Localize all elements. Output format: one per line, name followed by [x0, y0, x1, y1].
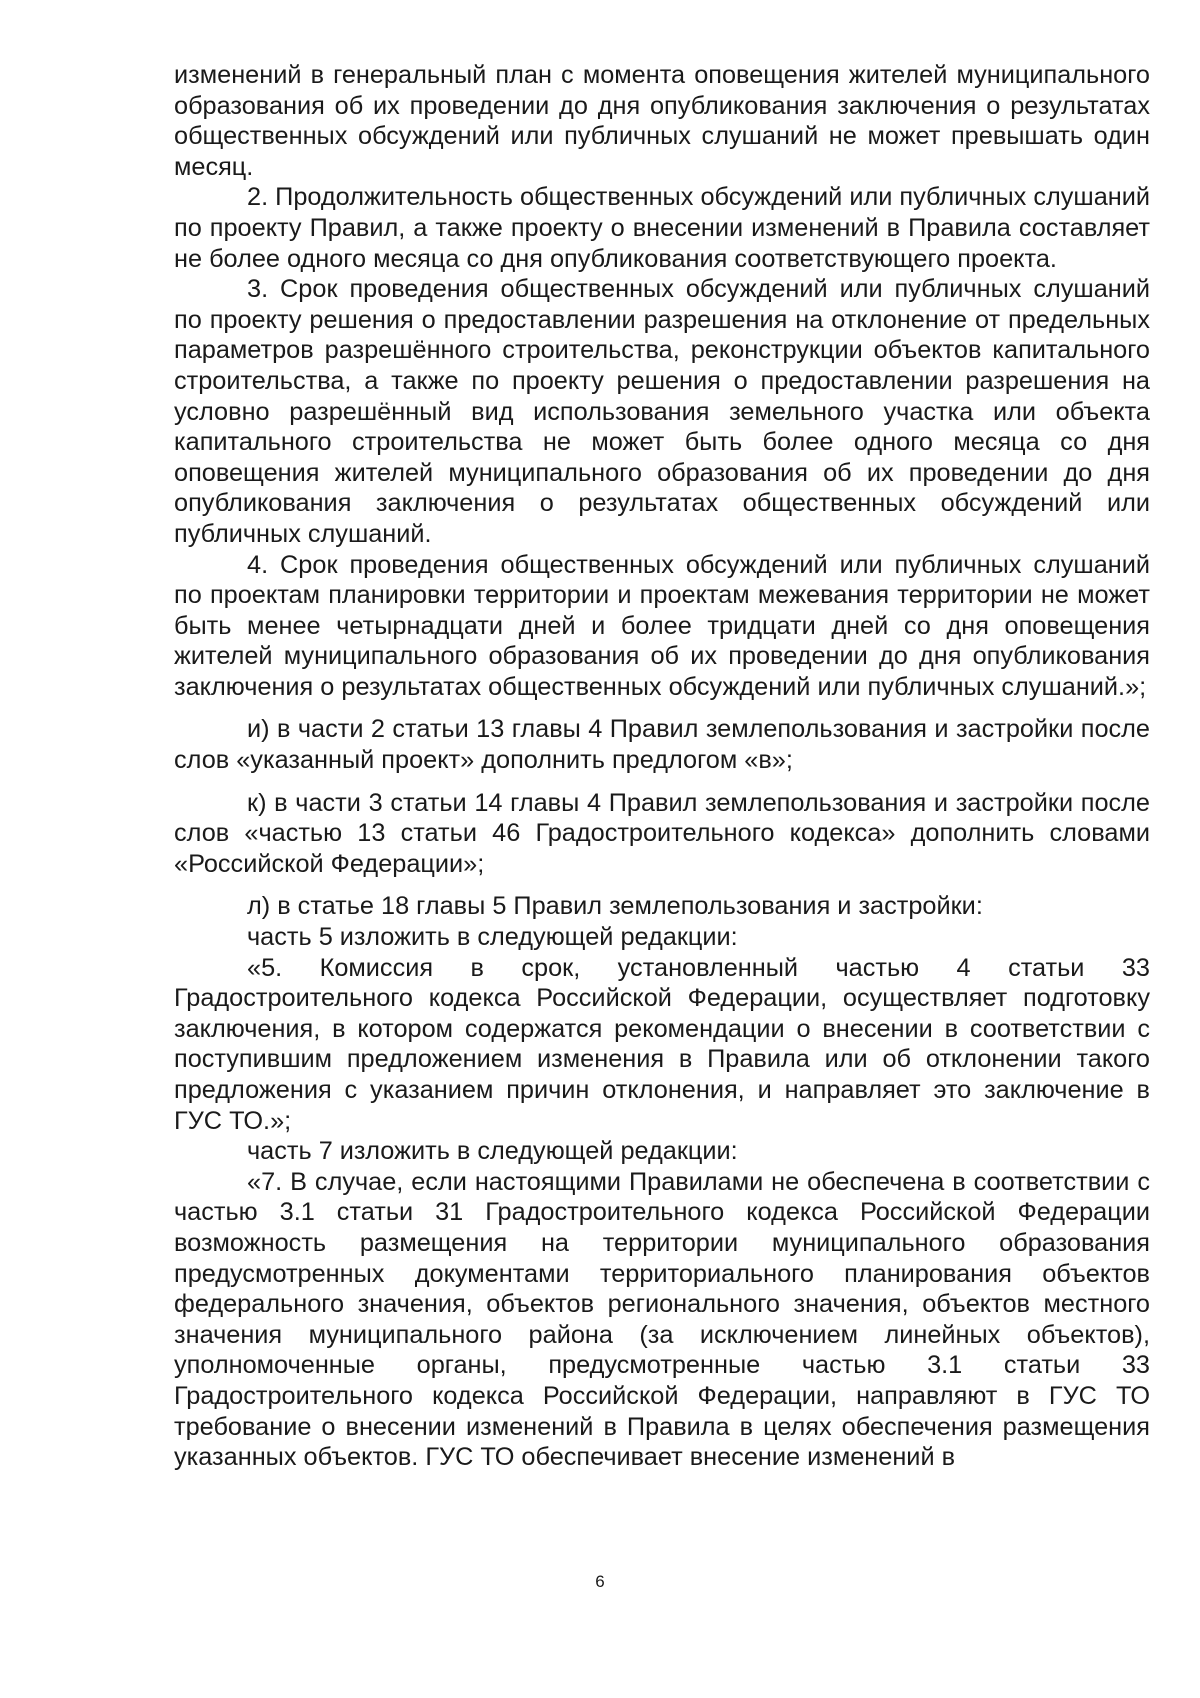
paragraph-item-i: и) в части 2 статьи 13 главы 4 Правил землепользования и застройки после слов «указанный проект» дополнить предлогом «в»;	[174, 715, 1150, 775]
document-body	[174, 60, 1150, 1473]
paragraph-item-4: 4. Срок проведения общественных обсуждений или публичных слушаний по проектам планировки территории и проектам межевания территории не может быть менее четырнадцати дней и более тридцати дней со дня оповещения жителей муниципального образования об их проведении до дня опубликования заключения о результатах общественных обсуждений или публичных слушаний.»;	[174, 550, 1150, 701]
paragraph-item-k: к) в части 3 статьи 14 главы 4 Правил землепользования и застройки после слов «частью 13 статьи 46 Градостроительного кодекса» дополнить словами «Российской Федерации»;	[174, 788, 1150, 878]
paragraph-part-5-intro: часть 5 изложить в следующей редакции:	[247, 923, 738, 952]
paragraph-item-2: 2. Продолжительность общественных обсуждений или публичных слушаний по проекту Правил, а также проекту о внесении изменений в Правила составляет не более одного месяца со дня опубликования соответствующего проекта.	[174, 183, 1150, 273]
page-number: 6	[595, 1572, 605, 1591]
paragraph-continuation: изменений в генеральный план с момента оповещения жителей муниципального образования об их проведении до дня опубликования заключения о результатах общественных обсуждений или публичных слушаний не может превышать один месяц.	[174, 61, 1150, 181]
paragraph-part-7-intro: часть 7 изложить в следующей редакции:	[247, 1137, 738, 1166]
paragraph-part-5-text: «5. Комиссия в срок, установленный частью 4 статьи 33 Градостроительного кодекса Российской Федерации, осуществляет подготовку заключения, в котором содержатся рекомендации о внесении в соответствии с поступившим предложением изменения в Правила или об отклонении такого предложения с указанием причин отклонения, и направляет это заключение в ГУС ТО.»;	[174, 953, 1150, 1135]
paragraph-part-7-text: «7. В случае, если настоящими Правилами не обеспечена в соответствии с частью 3.1 статьи 31 Градостроительного кодекса Российской Федерации возможность размещения на территории муниципального образования предусмотренных документами территориального планирования объектов федерального значения, объектов регионального значения, объектов местного значения муниципального района (за исключением линейных объектов), уполномоченные органы, предусмотренные частью 3.1 статьи 33 Градостроительного кодекса Российской Федерации, направляют в ГУС ТО требование о внесении изменений в Правила в целях обеспечения размещения указанных объектов. ГУС ТО обеспечивает внесение изменений в	[174, 1167, 1150, 1472]
paragraph-item-3: 3. Срок проведения общественных обсуждений или публичных слушаний по проекту решения о предоставлении разрешения на отклонение от предельных параметров разрешённого строительства, реконструкции объектов капитального строительства, а также по проекту решения о предоставлении разрешения на условно разрешённый вид использования земельного участка или объекта капитального строительства не может быть более одного месяца со дня оповещения жителей муниципального образования об их проведении до дня опубликования заключения о результатах общественных обсуждений или публичных слушаний.	[174, 275, 1150, 548]
paragraph-item-l: л) в статье 18 главы 5 Правил землепользования и застройки:	[247, 892, 983, 921]
